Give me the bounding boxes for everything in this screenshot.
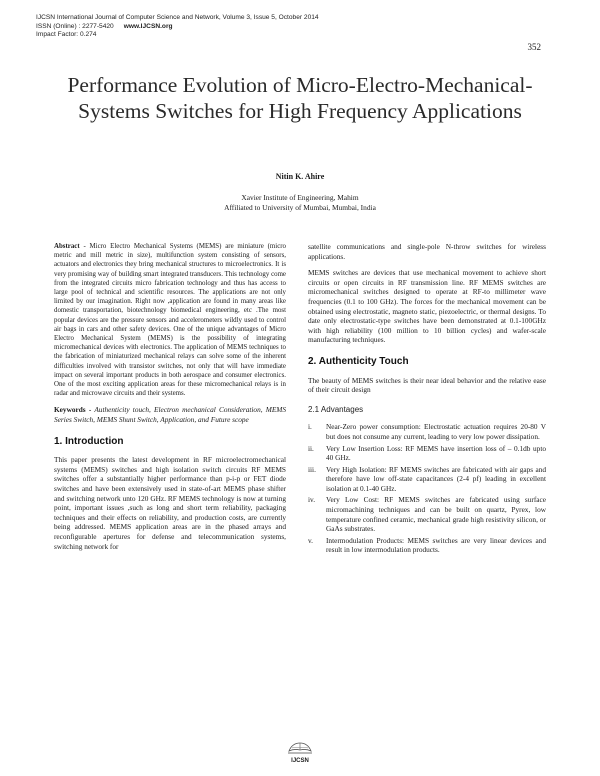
paper-title: Performance Evolution of Micro-Electro-Mechanical-Systems Switches for High Frequency Applications	[67, 73, 533, 123]
footer-logo-text: IJCSN	[291, 758, 309, 764]
journal-line: IJCSN International Journal of Computer Science and Network, Volume 3, Issue 5, October 2014	[36, 14, 319, 21]
page-number: 352	[527, 42, 541, 52]
intro-continued: satellite communications and single-pole N-throw switches for wireless applications.	[308, 242, 546, 261]
section-heading-introduction: 1. Introduction	[54, 435, 124, 447]
author-name: Nitin K. Ahire	[275, 172, 325, 181]
list-item-text: Very Low Insertion Loss: RF MEMS have insertion loss of – 0.1db upto 40 GHz.	[326, 443, 546, 463]
list-item	[308, 495, 546, 533]
abstract-label: Abstract	[54, 243, 80, 250]
journal-url[interactable]: www.IJCSN.org	[123, 22, 173, 30]
keywords-text: Authenticity touch, Electron mechanical Consideration, MEMS Series Switch, MEMS Shunt Switch, Application, and Future scope	[54, 405, 287, 425]
affiliation-line-2: Affiliated to University of Mumbai, Mumbai, India	[224, 203, 376, 212]
list-item-text: Intermodulation Products: MEMS switches are very linear devices and result in low intermodulation products.	[326, 535, 546, 555]
abstract-text: - Micro Electro Mechanical Systems (MEMS) are miniature (micro metric and mill metric in size), multifunction system consisting of sensors, actuators and electronics they bring mechanical structures to microelectronics. It is very promising way of building smart integrated transducers. This technology come from the integrated circuits micro fabrication technology and thus has access to large pool of technical and scientific resources. The applications are not only limited by our imagination. Right now ,application are found in many areas like domestic transportation, biotechnology biomedical engineering, etc .The most popular devices are the pressure sensors and accelerometers wildly used to control air bags in cars and other safety devices. One of the unique advantages of Micro Electro Mechanical System (MEMS) is the possibility of integrating micromechanical devices with electronics. The application of MEMS techniques to the fabrication of miniaturized mechanical relays can solve some of the inherent difficulties involved with transistor switches, not only that will have immediate impact on several important products in both aerospace and consumer electronics. One of the most exciting application areas for these micromechanical relays is in radar and microwave circuits and their systems.	[54, 243, 286, 398]
right-column	[308, 242, 546, 557]
list-item-text: Very Low Cost: RF MEMS switches are fabricated using surface micromachining techniques and can be built on quartz, Pyrex, low temperature confined ceramic, mechanical grade high resistivity silicon, or GaAs substrates.	[326, 495, 546, 534]
list-item-text: Near-Zero power consumption: Electrostatic actuation requires 20-80 V but does not consume any current, leading to very low power dissipation.	[326, 422, 546, 441]
list-item-text: Very High Isolation: RF MEMS switches are fabricated with air gaps and therefore have low off-state capacitances (2-4 pf) leading in excellent isolation at 0.1-40 GHz.	[326, 464, 546, 493]
section-heading-authenticity: 2. Authenticity Touch	[308, 355, 409, 367]
list-item-number: ii.	[308, 443, 314, 453]
footer	[0, 740, 600, 764]
advantages-list	[308, 422, 546, 555]
subsection-heading-advantages: 2.1 Advantages	[308, 404, 364, 414]
left-column	[54, 242, 286, 558]
ijcsn-logo-icon	[285, 740, 315, 758]
list-item	[308, 536, 546, 555]
list-item-number: iv.	[308, 495, 316, 505]
affiliation	[0, 193, 600, 213]
impact-factor: Impact Factor: 0.274	[36, 31, 97, 39]
journal-header	[36, 14, 319, 40]
keywords-label: Keywords -	[54, 405, 92, 415]
introduction-text: This paper presents the latest development in RF microelectromechanical systems (MEMS) switches and high isolation switch circuits RF MEMS switches offer a substantially higher performance than p-i-p or FET diode switches and have been extensively used in state-of-art MEMS phase shifter and switching network unto 120 GHz. RF MEMS technology is now at turning point, important issues ,such as long and short term reliability, packaging techniques and their effects on reliability, and production costs, are currently being addressed. MEMS application areas are in the phased arrays and reconfigurable apertures for defense and telecommunication systems, switching network for	[54, 455, 286, 551]
issn: ISSN (Online) : 2277-5420	[36, 22, 114, 30]
authenticity-paragraph: The beauty of MEMS switches is their near ideal behavior and the relative ease of their circuit design	[308, 375, 546, 395]
issn-line	[36, 23, 319, 32]
mems-switches-paragraph: MEMS switches are devices that use mechanical movement to achieve short circuits or open circuits in RF transmission line. RF MEMS switches are micromechanical switches designed to operate at RF-to millimeter wave frequencies (0.1 to 100 GHz). The forces for the mechanical movement can be obtained using electrostatic, magneto static, piezoelectric, or thermal designs. To date only electrostatic-type switches have been demonstrated at 0.1-100GHz with high reliability (100 million to 10 billion cycles) and wafer-scale manufacturing techniques.	[308, 268, 546, 345]
list-item-number: v.	[308, 535, 313, 545]
list-item	[308, 444, 546, 463]
list-item-number: iii.	[308, 464, 316, 474]
keywords	[54, 405, 286, 424]
abstract	[54, 242, 286, 398]
list-item	[308, 422, 546, 441]
affiliation-line-1: Xavier Institute of Engineering, Mahim	[241, 193, 359, 202]
list-item	[308, 465, 546, 494]
list-item-number: i.	[308, 422, 312, 432]
